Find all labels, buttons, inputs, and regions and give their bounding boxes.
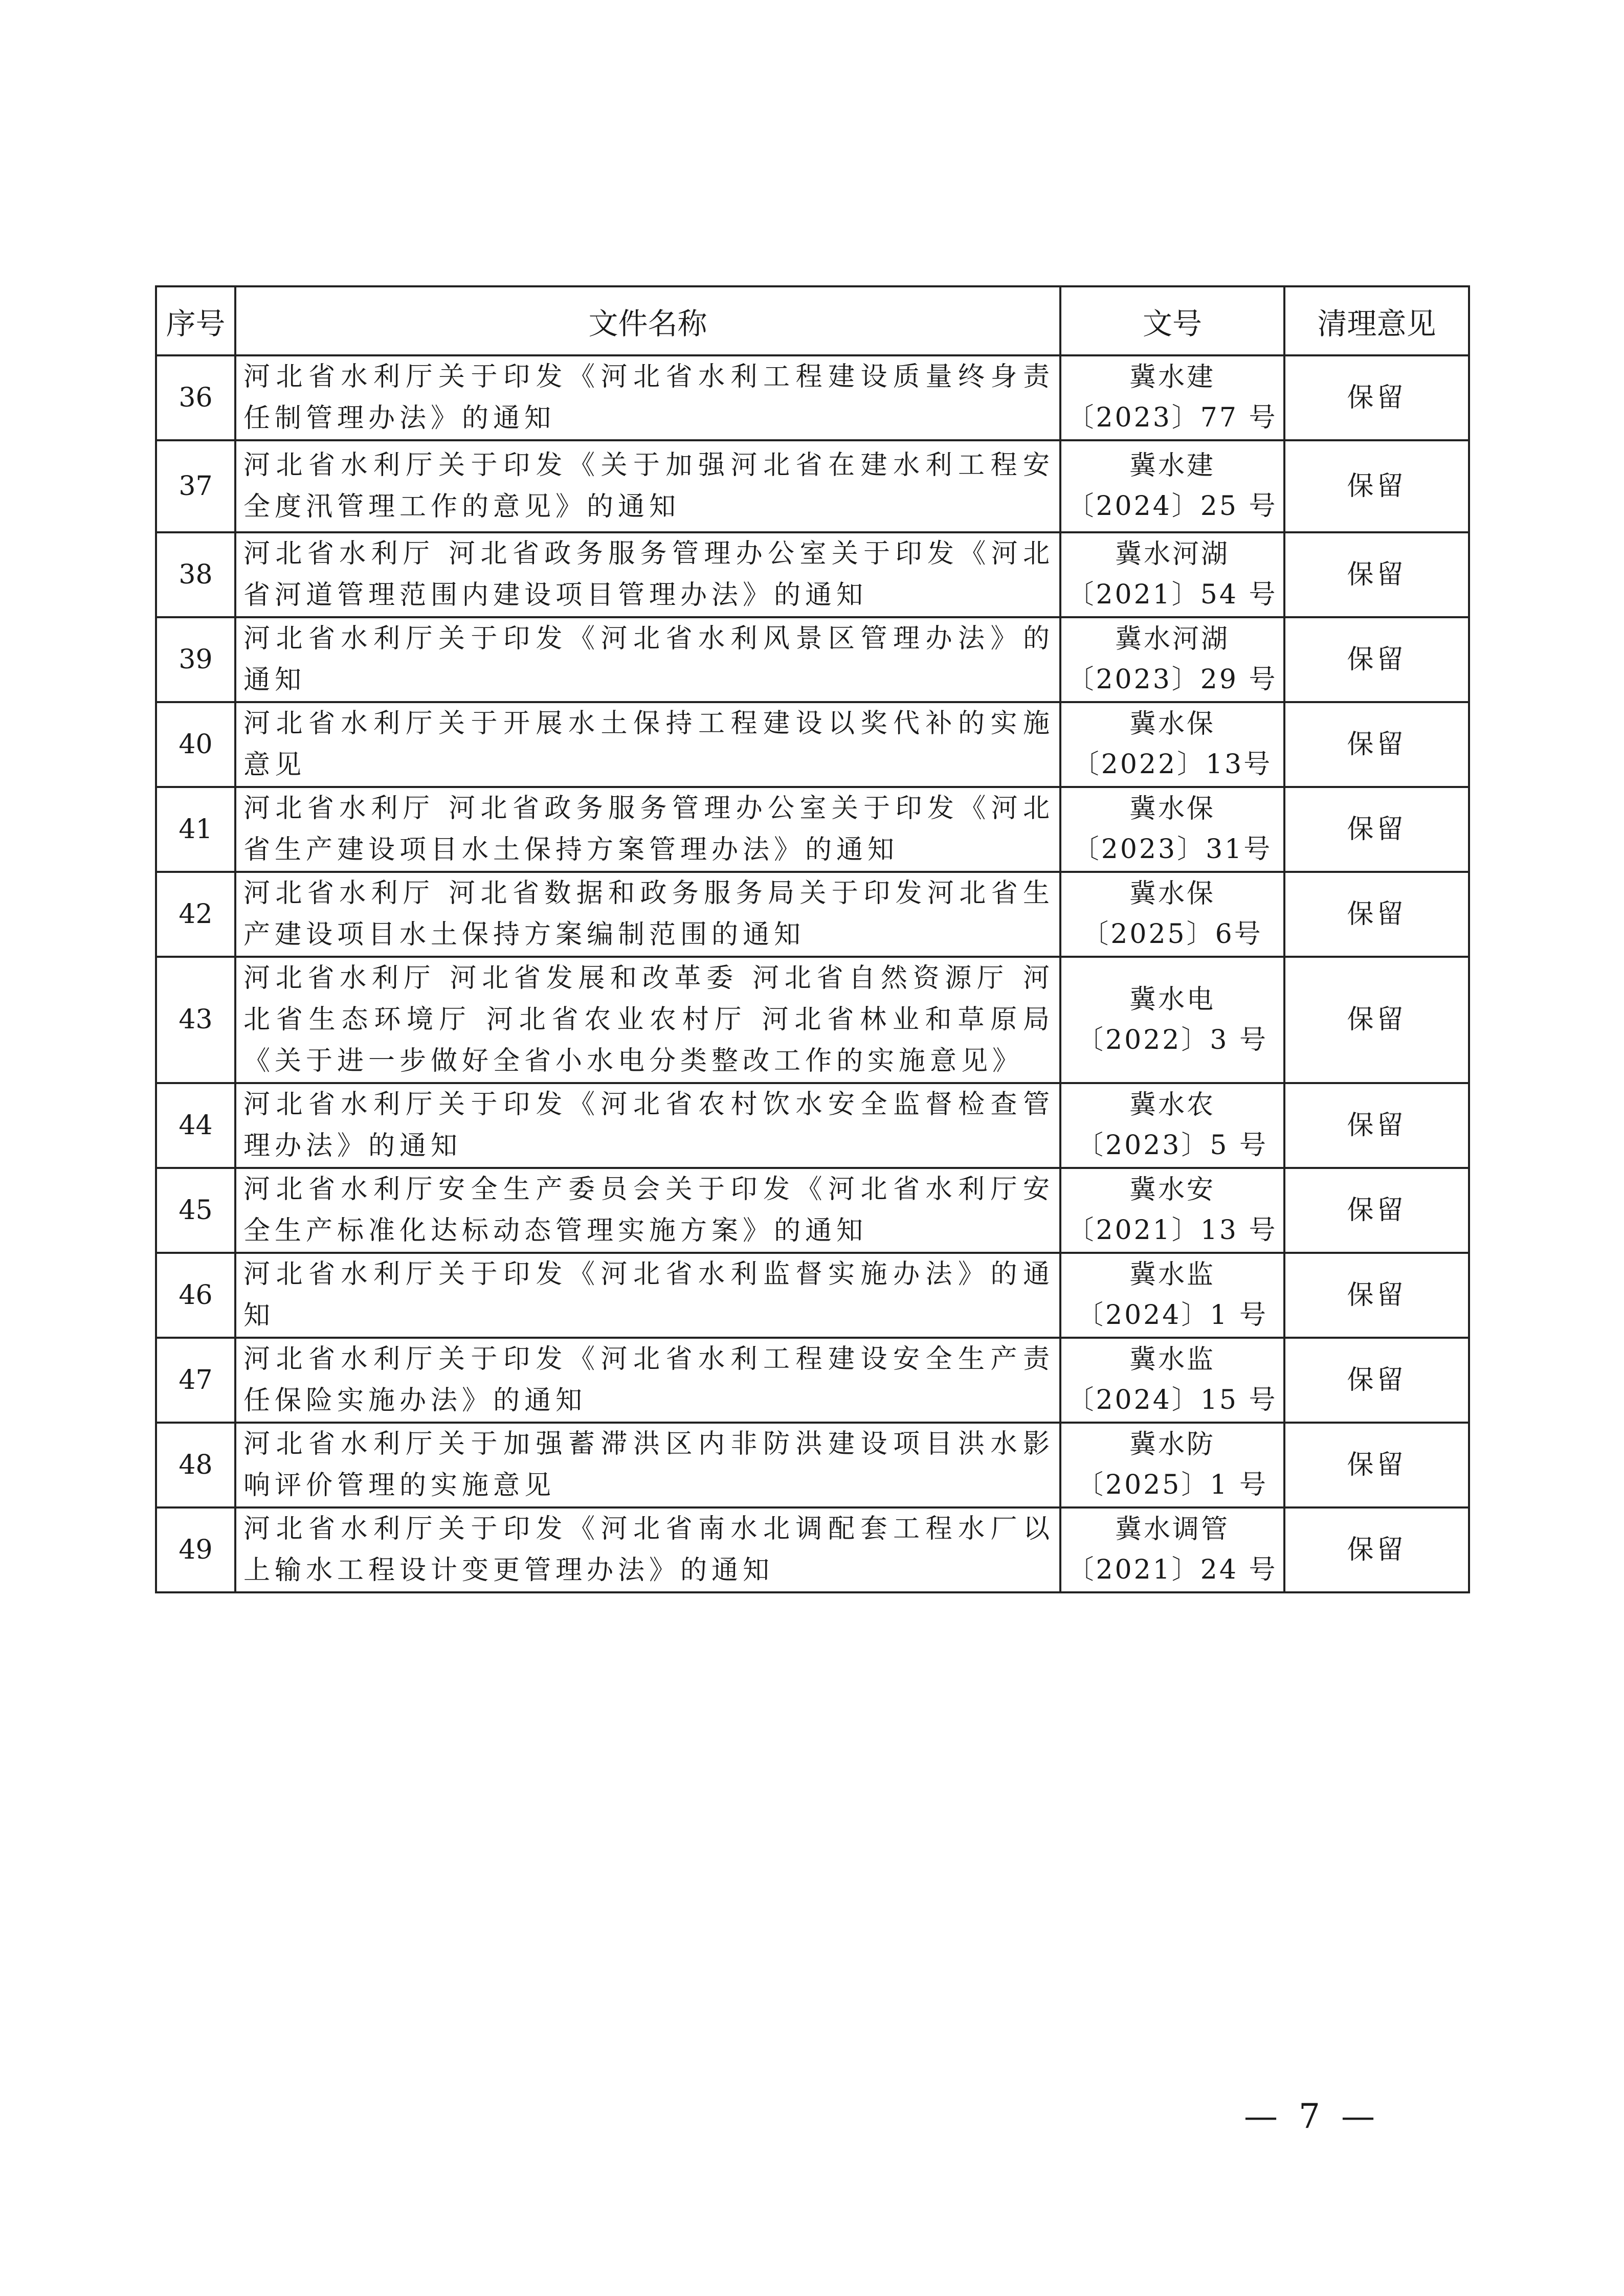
document-number-prefix: 冀水农 [1129,1090,1215,1120]
header-row [156,286,1469,355]
document-number-year: 〔2021〕54 号 [1067,579,1278,610]
document-name: 河北省水利厅关于加强蓄滞洪区内非防洪建设项目洪水影响评价管理的实施意见 [235,1423,1060,1507]
document-name: 河北省水利厅 河北省发展和改革委 河北省自然资源厅 河北省生态环境厅 河北省农业农村厅 河北省林业和草原局《关于进一步做好全省小水电分类整改工作的实施意见》 [235,957,1060,1083]
serial-number: 41 [156,787,235,872]
serial-number: 42 [156,872,235,957]
cleanup-opinion: 保留 [1284,1253,1469,1338]
document-number [1060,1083,1284,1168]
document-number [1060,957,1284,1083]
document-number-year: 〔2024〕1 号 [1077,1300,1268,1331]
cleanup-opinion: 保留 [1284,1168,1469,1253]
serial-number: 44 [156,1083,235,1168]
document-name: 河北省水利厅 河北省政务服务管理办公室关于印发《河北省生产建设项目水土保持方案管理办法》的通知 [235,787,1060,872]
document-number-prefix: 冀水监 [1129,1344,1215,1375]
document-number-prefix: 冀水电 [1129,984,1215,1015]
serial-number: 43 [156,957,235,1083]
table-row [156,957,1469,1083]
document-name: 河北省水利厅关于印发《河北省南水北调配套工程水厂以上输水工程设计变更管理办法》的通知 [235,1507,1060,1592]
document-number-prefix: 冀水保 [1129,794,1215,824]
document-name: 河北省水利厅关于开展水土保持工程建设以奖代补的实施意见 [235,702,1060,787]
document-number-year: 〔2025〕6号 [1082,919,1263,950]
document-number-year: 〔2024〕15 号 [1067,1385,1278,1415]
document-number-year: 〔2021〕24 号 [1067,1555,1278,1585]
serial-number: 47 [156,1338,235,1423]
table-row [156,1083,1469,1168]
serial-number: 38 [156,532,235,617]
document-number-year: 〔2023〕5 号 [1077,1130,1268,1161]
document-number-prefix: 冀水建 [1129,362,1215,393]
document-number [1060,532,1284,617]
document-name: 河北省水利厅关于印发《河北省农村饮水安全监督检查管理办法》的通知 [235,1083,1060,1168]
document-number [1060,787,1284,872]
document-number [1060,872,1284,957]
serial-number: 39 [156,617,235,702]
cleanup-opinion: 保留 [1284,957,1469,1083]
document-number-year: 〔2023〕29 号 [1067,664,1278,695]
document-number [1060,617,1284,702]
document-number [1060,1423,1284,1507]
document-number-year: 〔2024〕25 号 [1067,491,1278,522]
table-row [156,1338,1469,1423]
serial-number: 46 [156,1253,235,1338]
document-name: 河北省水利厅关于印发《关于加强河北省在建水利工程安全度汛管理工作的意见》的通知 [235,440,1060,532]
header-document-number: 文号 [1060,286,1284,355]
table-row [156,872,1469,957]
table-row [156,532,1469,617]
document-number [1060,440,1284,532]
table-row [156,1253,1469,1338]
cleanup-opinion: 保留 [1284,440,1469,532]
header-serial-number: 序号 [156,286,235,355]
cleanup-opinion: 保留 [1284,355,1469,440]
document-number-year: 〔2023〕31号 [1072,834,1273,865]
document-name: 河北省水利厅关于印发《河北省水利风景区管理办法》的通知 [235,617,1060,702]
header-cleanup-opinion: 清理意见 [1284,286,1469,355]
document-number-prefix: 冀水保 [1129,709,1215,739]
document-number-year: 〔2025〕1 号 [1077,1470,1268,1500]
document-number [1060,702,1284,787]
header-document-name: 文件名称 [235,286,1060,355]
cleanup-opinion: 保留 [1284,532,1469,617]
document-number-prefix: 冀水安 [1129,1175,1215,1205]
serial-number: 37 [156,440,235,532]
table-row [156,702,1469,787]
cleanup-opinion: 保留 [1284,1423,1469,1507]
document-number [1060,1507,1284,1592]
document-name: 河北省水利厅 河北省数据和政务服务局关于印发河北省生产建设项目水土保持方案编制范围的通知 [235,872,1060,957]
document-number-year: 〔2022〕13号 [1072,749,1273,780]
table-row [156,617,1469,702]
document-number-prefix: 冀水建 [1129,451,1215,481]
document-number-year: 〔2022〕3 号 [1077,1024,1268,1055]
document-number-year: 〔2023〕77 号 [1067,402,1278,433]
document-number-prefix: 冀水保 [1129,879,1215,909]
page-number: — 7 — [1244,2097,1380,2136]
cleanup-opinion: 保留 [1284,1083,1469,1168]
document-name: 河北省水利厅关于印发《河北省水利工程建设安全生产责任保险实施办法》的通知 [235,1338,1060,1423]
table-row [156,787,1469,872]
cleanup-opinion: 保留 [1284,1507,1469,1592]
table-row [156,1423,1469,1507]
document-number-prefix: 冀水监 [1129,1259,1215,1290]
document-number [1060,1253,1284,1338]
cleanup-opinion: 保留 [1284,702,1469,787]
document-number [1060,355,1284,440]
cleanup-opinion: 保留 [1284,872,1469,957]
document-number-prefix: 冀水河湖 [1115,539,1230,570]
document-number-year: 〔2021〕13 号 [1067,1215,1278,1246]
table-row [156,1507,1469,1592]
document-table [155,285,1470,1593]
cleanup-opinion: 保留 [1284,787,1469,872]
document-name: 河北省水利厅 河北省政务服务管理办公室关于印发《河北省河道管理范围内建设项目管理办法》的通知 [235,532,1060,617]
serial-number: 45 [156,1168,235,1253]
cleanup-opinion: 保留 [1284,1338,1469,1423]
table-row [156,440,1469,532]
document-name: 河北省水利厅关于印发《河北省水利监督实施办法》的通知 [235,1253,1060,1338]
document-name: 河北省水利厅安全生产委员会关于印发《河北省水利厅安全生产标准化达标动态管理实施方案》的通知 [235,1168,1060,1253]
document-name: 河北省水利厅关于印发《河北省水利工程建设质量终身责任制管理办法》的通知 [235,355,1060,440]
document-number-prefix: 冀水调管 [1115,1514,1230,1545]
serial-number: 48 [156,1423,235,1507]
table-row [156,1168,1469,1253]
document-number-prefix: 冀水防 [1129,1429,1215,1460]
document-number-prefix: 冀水河湖 [1115,624,1230,655]
serial-number: 49 [156,1507,235,1592]
serial-number: 36 [156,355,235,440]
table-row [156,355,1469,440]
cleanup-opinion: 保留 [1284,617,1469,702]
document-number [1060,1168,1284,1253]
serial-number: 40 [156,702,235,787]
document-number [1060,1338,1284,1423]
